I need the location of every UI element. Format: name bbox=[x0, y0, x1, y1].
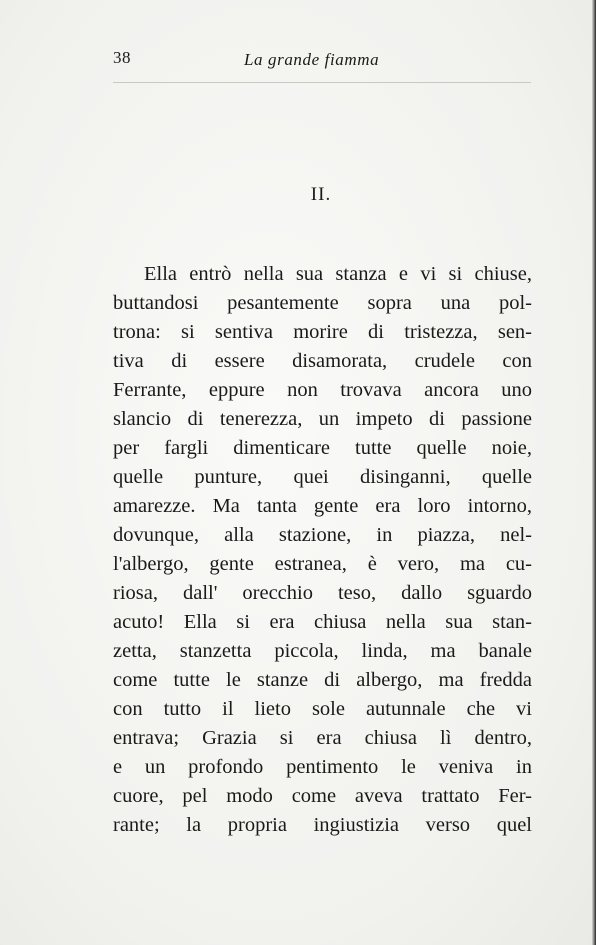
text-line: rante; la propria ingiustizia verso quel bbox=[113, 814, 532, 836]
text-line: dovunque, alla stazione, in piazza, nel- bbox=[113, 524, 532, 546]
page-number: 38 bbox=[113, 48, 131, 67]
header-rule bbox=[113, 82, 531, 83]
body-text bbox=[113, 260, 532, 840]
text-line: e un profondo pentimento le veniva in bbox=[113, 756, 532, 778]
text-line: Ella entrò nella sua stanza e vi si chiuse, bbox=[144, 263, 532, 285]
running-header bbox=[113, 48, 533, 78]
chapter-heading: II. bbox=[310, 184, 332, 205]
text-line: per fargli dimenticare tutte quelle noie, bbox=[113, 437, 532, 459]
text-line: buttandosi pesantemente sopra una pol- bbox=[113, 292, 532, 314]
text-line: slancio di tenerezza, un impeto di passione bbox=[113, 408, 532, 430]
text-line: riosa, dall' orecchio teso, dallo sguardo bbox=[113, 582, 532, 604]
text-line: come tutte le stanze di albergo, ma fredda bbox=[113, 669, 532, 691]
text-line: zetta, stanzetta piccola, linda, ma banale bbox=[113, 640, 532, 662]
text-line: cuore, pel modo come aveva trattato Fer- bbox=[113, 785, 532, 807]
text-line: l'albergo, gente estranea, è vero, ma cu- bbox=[113, 553, 532, 575]
text-line: con tutto il lieto sole autunnale che vi bbox=[113, 698, 532, 720]
text-line: Ferrante, eppure non trovava ancora uno bbox=[113, 379, 532, 401]
text-line: entrava; Grazia si era chiusa lì dentro, bbox=[113, 727, 532, 749]
running-title: La grande fiamma bbox=[244, 50, 380, 69]
text-line: amarezze. Ma tanta gente era loro intorno, bbox=[113, 495, 532, 517]
text-line: acuto! Ella si era chiusa nella sua stan- bbox=[113, 611, 532, 633]
text-line: quelle punture, quei disinganni, quelle bbox=[113, 466, 532, 488]
text-line: trona: si sentiva morire di tristezza, sen- bbox=[113, 321, 532, 343]
text-line: tiva di essere disamorata, crudele con bbox=[113, 350, 532, 372]
page-edge bbox=[592, 0, 596, 945]
